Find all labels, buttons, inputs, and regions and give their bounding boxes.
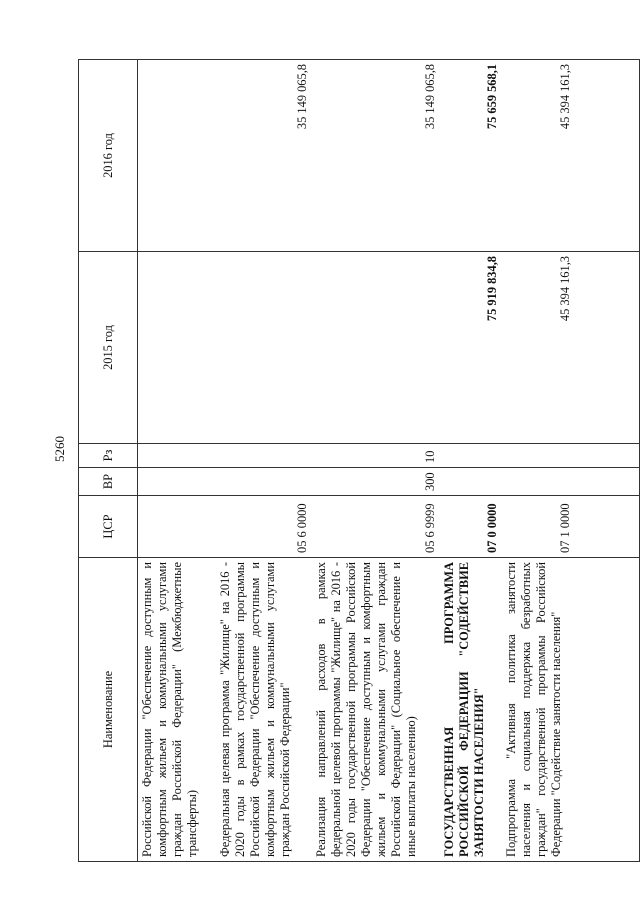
- table-row: [502, 60, 640, 862]
- row-2016: 35 149 065,8: [312, 60, 440, 252]
- header-2016: 2016 год: [79, 60, 138, 252]
- header-vr: ВР: [79, 468, 138, 496]
- row-rz: [502, 444, 640, 468]
- table-row: [440, 60, 502, 862]
- row-name: Подпрограмма "Активная политика занятости населения и социальная поддержка безработных граждан" государственной программы Российской Федерации "Содействие занятости населения": [502, 558, 640, 862]
- row-csr: 07 1 0000: [502, 496, 640, 558]
- row-name: Российской Федерации "Обеспечение доступным и комфортным жильем и коммунальными услугами граждан Российской Федерации" (Межбюджетные трансферты): [138, 558, 216, 862]
- row-name: ГОСУДАРСТВЕННАЯ ПРОГРАММА РОССИЙСКОЙ ФЕДЕРАЦИИ "СОДЕЙСТВИЕ ЗАНЯТОСТИ НАСЕЛЕНИЯ": [440, 558, 502, 862]
- row-vr: [216, 468, 312, 496]
- row-2016: 45 394 161,3: [502, 60, 640, 252]
- row-vr: [502, 468, 640, 496]
- row-2016: [138, 60, 216, 252]
- table-row: [216, 60, 312, 862]
- row-rz: [216, 444, 312, 468]
- row-vr: [440, 468, 502, 496]
- row-2015: [138, 252, 216, 444]
- row-2016: 35 149 065,8: [216, 60, 312, 252]
- row-2016: 75 659 568,1: [440, 60, 502, 252]
- row-2015: [312, 252, 440, 444]
- budget-table-container: [78, 60, 640, 862]
- budget-table: [78, 59, 640, 862]
- row-csr: 05 6 9999: [312, 496, 440, 558]
- row-rz: [138, 444, 216, 468]
- header-csr: ЦСР: [79, 496, 138, 558]
- header-2015: 2015 год: [79, 252, 138, 444]
- row-name: Федеральная целевая программа "Жилище" на 2016 - 2020 годы в рамках государственной программы Российской Федерации "Обеспечение доступным и комфортным жильем и коммунальными услугами граждан Российской Федерации": [216, 558, 312, 862]
- row-csr: 07 0 0000: [440, 496, 502, 558]
- table-row: [312, 60, 440, 862]
- row-rz: 10: [312, 444, 440, 468]
- row-vr: [138, 468, 216, 496]
- row-csr: [138, 496, 216, 558]
- row-rz: [440, 444, 502, 468]
- header-name: Наименование: [79, 558, 138, 862]
- row-2015: 75 919 834,8: [440, 252, 502, 444]
- row-vr: 300: [312, 468, 440, 496]
- page-number: 5260: [52, 436, 67, 462]
- table-header-row: [79, 60, 138, 862]
- row-name: Реализация направлений расходов в рамках федеральной целевой программы "Жилище" на 2016 - 2020 годы государственной программы Российской Федерации "Обеспечение доступным и комфортным жильем и коммунальными услугами граждан Российской Федерации" (Социальное обеспечение и иные выплаты населению): [312, 558, 440, 862]
- header-rz: Рз: [79, 444, 138, 468]
- table-row: [138, 60, 216, 862]
- row-2015: 45 394 161,3: [502, 252, 640, 444]
- row-2015: [216, 252, 312, 444]
- row-csr: 05 6 0000: [216, 496, 312, 558]
